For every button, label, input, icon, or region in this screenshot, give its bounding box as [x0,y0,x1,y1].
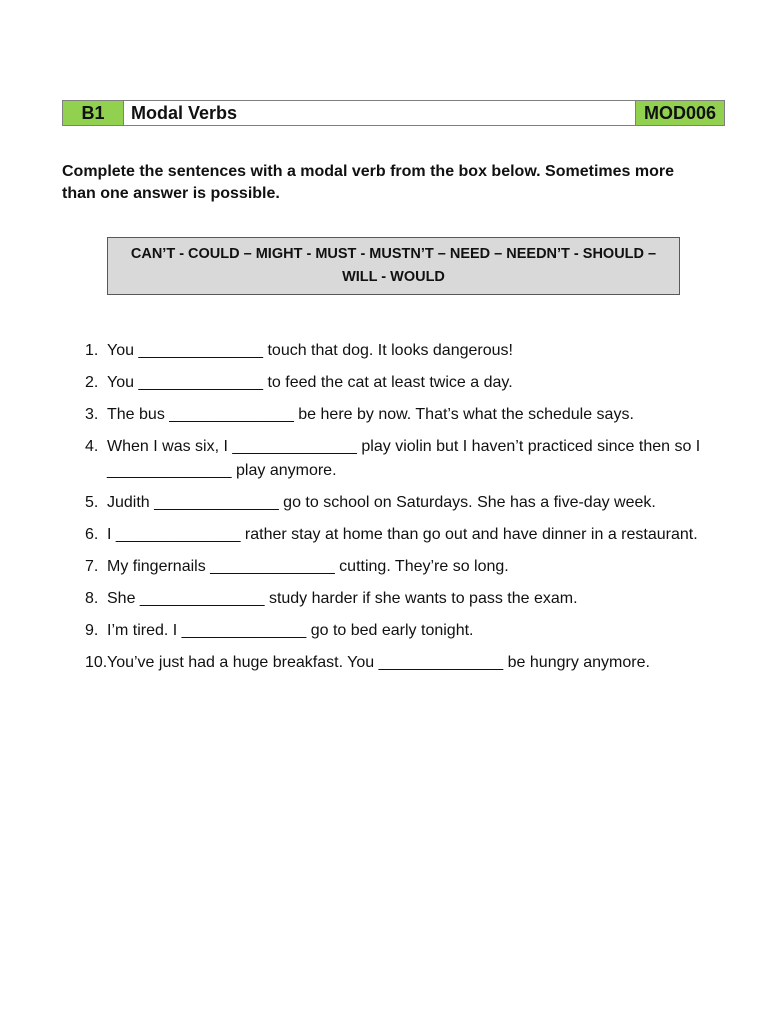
exercise-item-1 [85,339,725,363]
exercise-list [85,339,725,683]
exercise-item-5 [85,491,725,515]
item-number: 3. [85,406,99,423]
item-number: 1. [85,342,99,359]
exercise-item-9 [85,619,725,643]
exercise-item-4 [85,435,725,483]
item-text: She ______________ study harder if she wants to pass the exam. [107,590,578,607]
item-number: 6. [85,526,99,543]
item-text: Judith ______________ go to school on Saturdays. She has a five-day week. [107,494,656,511]
exercise-item-6 [85,523,725,547]
exercise-item-7 [85,555,725,579]
item-number: 2. [85,374,99,391]
item-text: You’ve just had a huge breakfast. You ______________ be hungry anymore. [107,654,650,671]
item-number: 10. [85,654,108,671]
exercise-item-3 [85,403,725,427]
item-number: 4. [85,438,99,455]
item-text: You ______________ to feed the cat at least twice a day. [107,374,513,391]
worksheet-header [62,100,725,126]
level-badge: B1 [63,101,124,125]
exercise-item-8 [85,587,725,611]
item-text: I ______________ rather stay at home than go out and have dinner in a restaurant. [107,526,698,543]
item-number: 7. [85,558,99,575]
item-text: When I was six, I ______________ play violin but I haven’t practiced since then so I ______________ play anymore. [107,438,701,479]
word-box: CAN’T - COULD – MIGHT - MUST - MUSTN’T – NEED – NEEDN’T - SHOULD – WILL - WOULD [107,237,680,295]
item-number: 9. [85,622,99,639]
item-text: The bus ______________ be here by now. That’s what the schedule says. [107,406,634,423]
exercise-item-10 [85,651,725,675]
worksheet-title: Modal Verbs [131,103,238,123]
item-text: My fingernails ______________ cutting. They’re so long. [107,558,509,575]
instructions: Complete the sentences with a modal verb from the box below. Sometimes more than one answer is possible. [62,163,674,202]
exercise-item-2 [85,371,725,395]
item-number: 8. [85,590,99,607]
item-text: I’m tired. I ______________ go to bed early tonight. [107,622,474,639]
item-text: You ______________ touch that dog. It looks dangerous! [107,342,513,359]
item-number: 5. [85,494,99,511]
worksheet-code: MOD006 [635,101,724,125]
